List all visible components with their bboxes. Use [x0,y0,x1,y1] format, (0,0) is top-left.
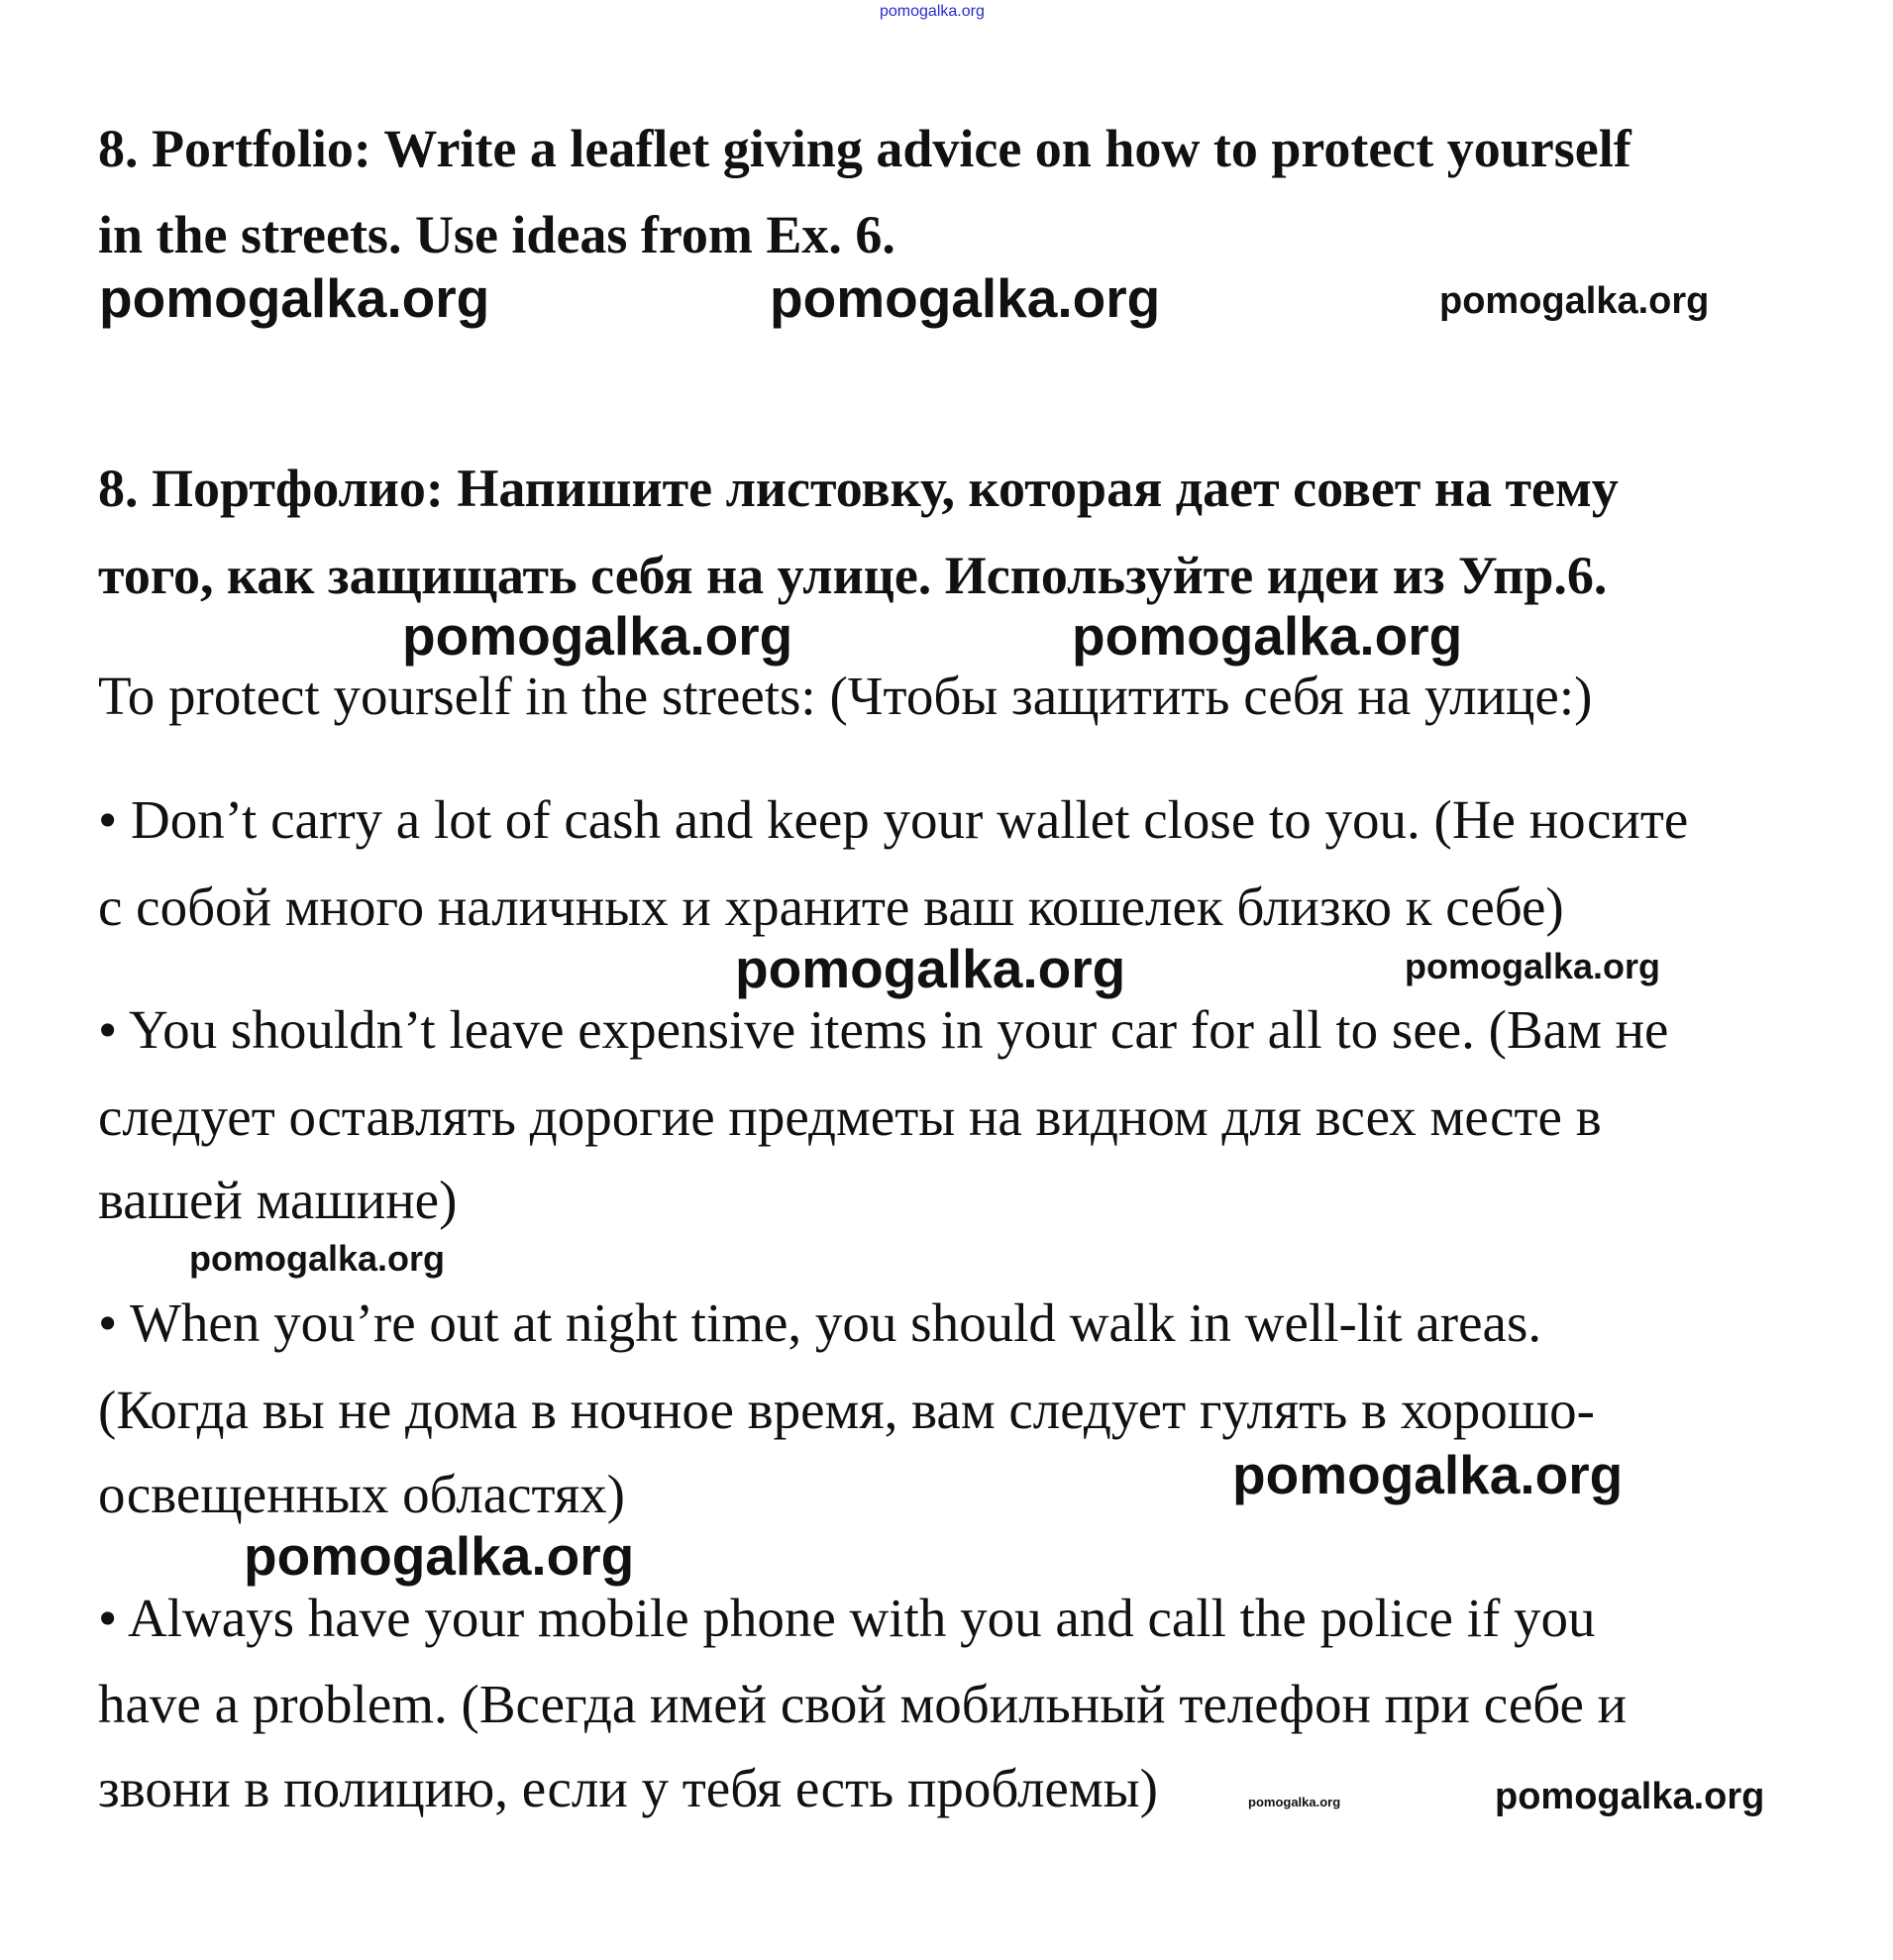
bullet-line: с собой много наличных и храните ваш кошелек близко к себе) [98,877,1564,937]
task-en-line: 8. Portfolio: Write a leaflet giving advice on how to protect yourself [98,119,1631,178]
watermark: pomogalka.org [189,1238,446,1279]
task-ru-line: того, как защищать себя на улице. Используйте идеи из Упр.6. [98,546,1608,605]
watermark: pomogalka.org [1405,946,1661,986]
watermark: pomogalka.org [244,1525,635,1587]
watermark: pomogalka.org [99,267,490,329]
task-ru-line: 8. Портфолио: Напишите листовку, которая дает совет на тему [98,459,1619,518]
watermark: pomogalka.org [1248,1795,1341,1809]
bullet-line: освещенных областях) [98,1464,625,1524]
bullet-line: • Don’t carry a lot of cash and keep your wallet close to you. (Не носите [98,789,1689,850]
watermark: pomogalka.org [1439,280,1710,322]
bullet-line: вашей машине) [98,1170,458,1230]
bullet-line: • When you’re out at night time, you should walk in well-lit areas. [98,1292,1542,1353]
watermark: pomogalka.org [1072,605,1463,667]
watermark: pomogalka.org [735,938,1126,999]
bullet-line: have a problem. (Всегда имей свой мобильный телефон при себе и [98,1674,1628,1734]
bullet-line: • Always have your mobile phone with you and call the police if you [98,1588,1596,1648]
intro-text: To protect yourself in the streets: (Чтобы защитить себя на улице:) [98,666,1593,726]
bullet-line: • You shouldn’t leave expensive items in your car for all to see. (Вам не [98,999,1669,1060]
bullet-line: (Когда вы не дома в ночное время, вам следует гулять в хорошо- [98,1380,1595,1440]
watermark: pomogalka.org [1495,1776,1765,1817]
watermark: pomogalka.org [402,605,793,667]
watermark: pomogalka.org [1232,1444,1624,1505]
watermark: pomogalka.org [770,267,1161,329]
bullet-line: следует оставлять дорогие предметы на видном для всех месте в [98,1086,1602,1147]
bullet-line: звони в полицию, если у тебя есть проблемы) [98,1758,1158,1818]
watermark: pomogalka.org [880,3,985,20]
task-en-line: in the streets. Use ideas from Ex. 6. [98,205,895,264]
